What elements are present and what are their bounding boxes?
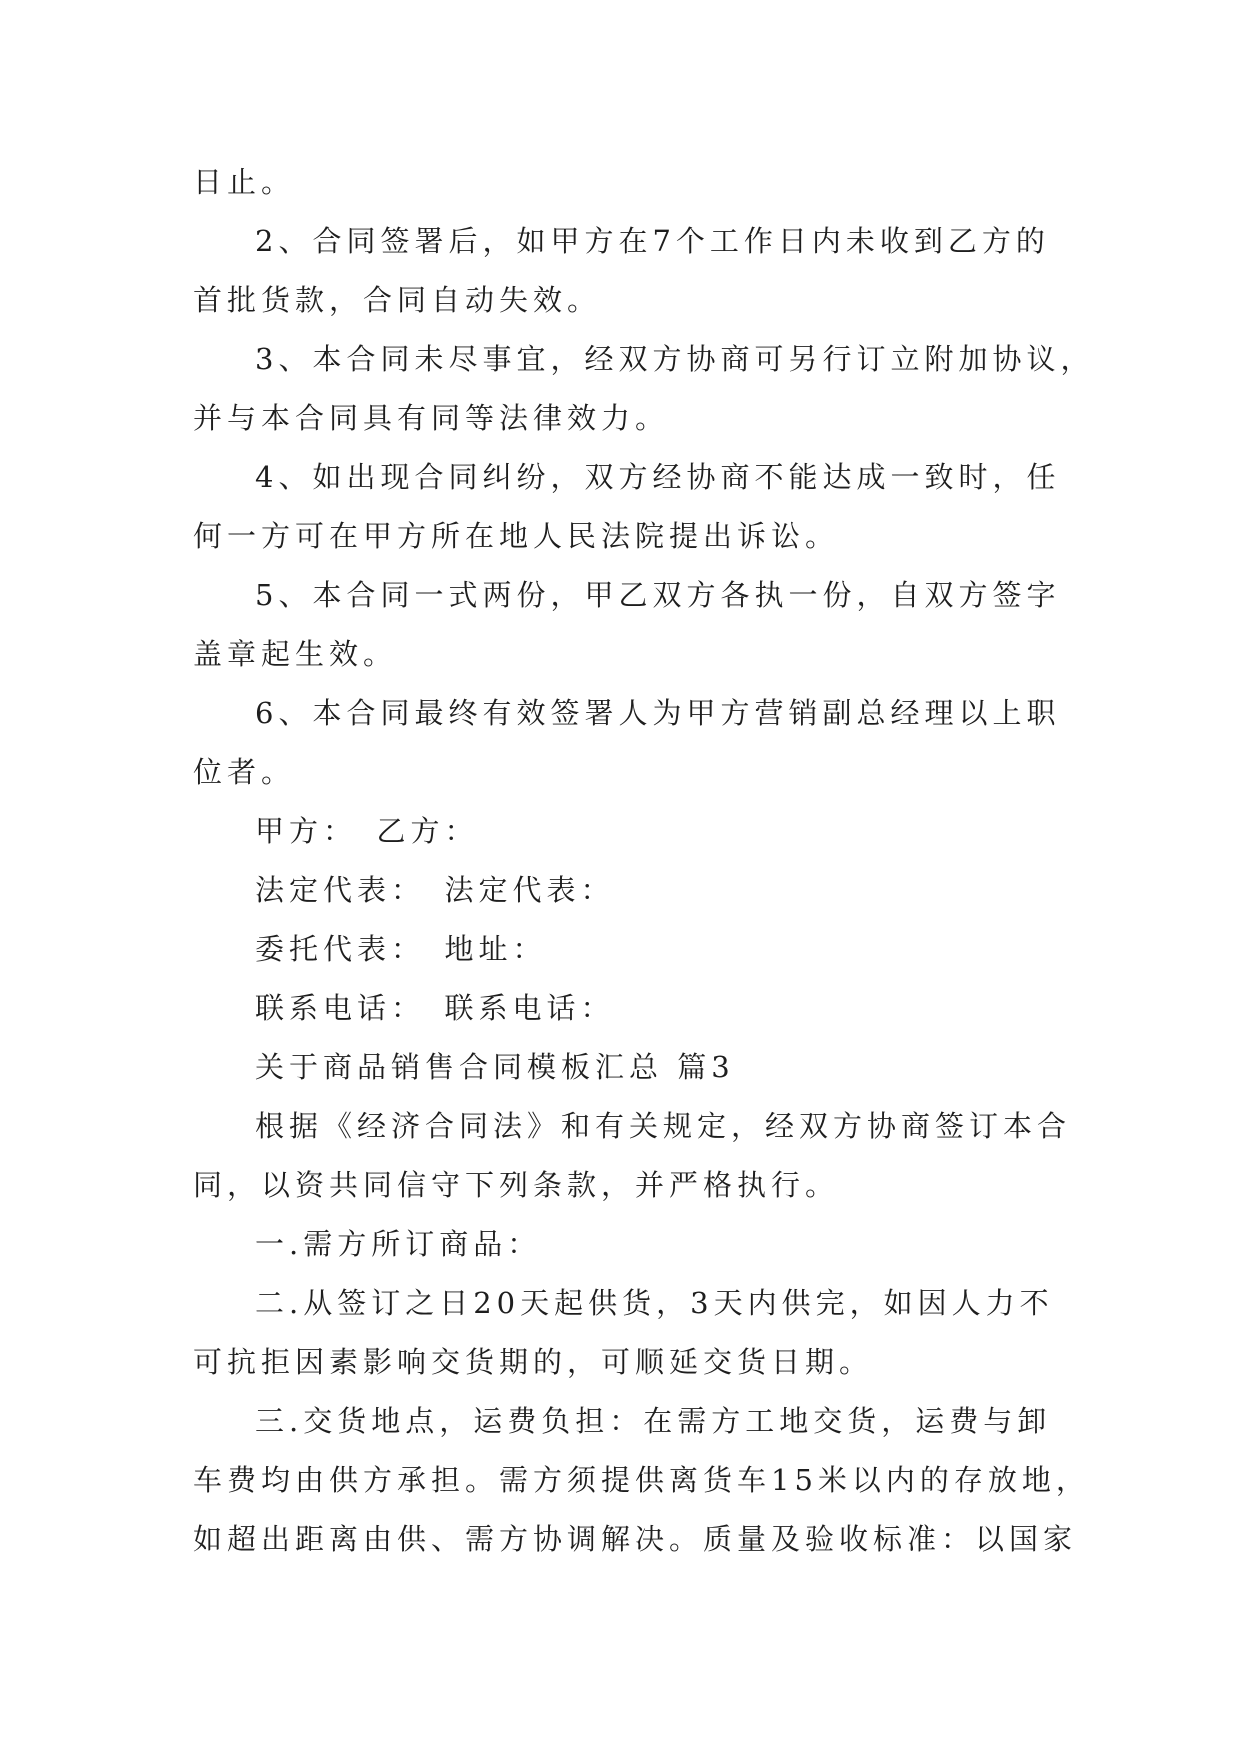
text-line: 如超出距离由供、需方协调解决。质量及验收标准：以国家 — [193, 1522, 1078, 1556]
text-line: 盖章起生效。 — [193, 637, 398, 671]
section-heading: 关于商品销售合同模板汇总 篇3 — [255, 1050, 735, 1084]
term-3-line: 三.交货地点，运费负担：在需方工地交货，运费与卸 — [255, 1404, 1052, 1438]
party-line: 甲方： 乙方： — [255, 814, 479, 848]
text-line: 位者。 — [193, 755, 296, 789]
clause-6-line: 6、本合同最终有效签署人为甲方营销副总经理以上职 — [255, 696, 1061, 730]
text-line: 可抗拒因素影响交货期的，可顺延交货日期。 — [193, 1345, 874, 1379]
text-line: 日止。 — [193, 165, 296, 199]
text-line: 同，以资共同信守下列条款，并严格执行。 — [193, 1168, 840, 1202]
phone-line: 联系电话： 联系电话： — [255, 991, 615, 1025]
text-line: 车费均由供方承担。需方须提供离货车15米以内的存放地， — [193, 1463, 1090, 1497]
agent-address-line: 委托代表： 地址： — [255, 932, 547, 966]
term-2-line: 二.从签订之日20天起供货，3天内供完，如因人力不 — [255, 1286, 1054, 1320]
text-line: 何一方可在甲方所在地人民法院提出诉讼。 — [193, 519, 840, 553]
intro-line: 根据《经济合同法》和有关规定，经双方协商签订本合 — [255, 1109, 1072, 1143]
text-line: 并与本合同具有同等法律效力。 — [193, 401, 670, 435]
clause-5-line: 5、本合同一式两份，甲乙双方各执一份，自双方签字 — [255, 578, 1061, 612]
clause-2-line: 2、合同签署后，如甲方在7个工作日内未收到乙方的 — [255, 224, 1050, 258]
text-line: 首批货款，合同自动失效。 — [193, 283, 602, 317]
clause-4-line: 4、如出现合同纠纷，双方经协商不能达成一致时，任 — [255, 460, 1061, 494]
term-1-line: 一.需方所订商品： — [255, 1227, 542, 1261]
clause-3-line: 3、本合同未尽事宜，经双方协商可另行订立附加协议， — [255, 342, 1095, 376]
legal-representative-line: 法定代表： 法定代表： — [255, 873, 615, 907]
